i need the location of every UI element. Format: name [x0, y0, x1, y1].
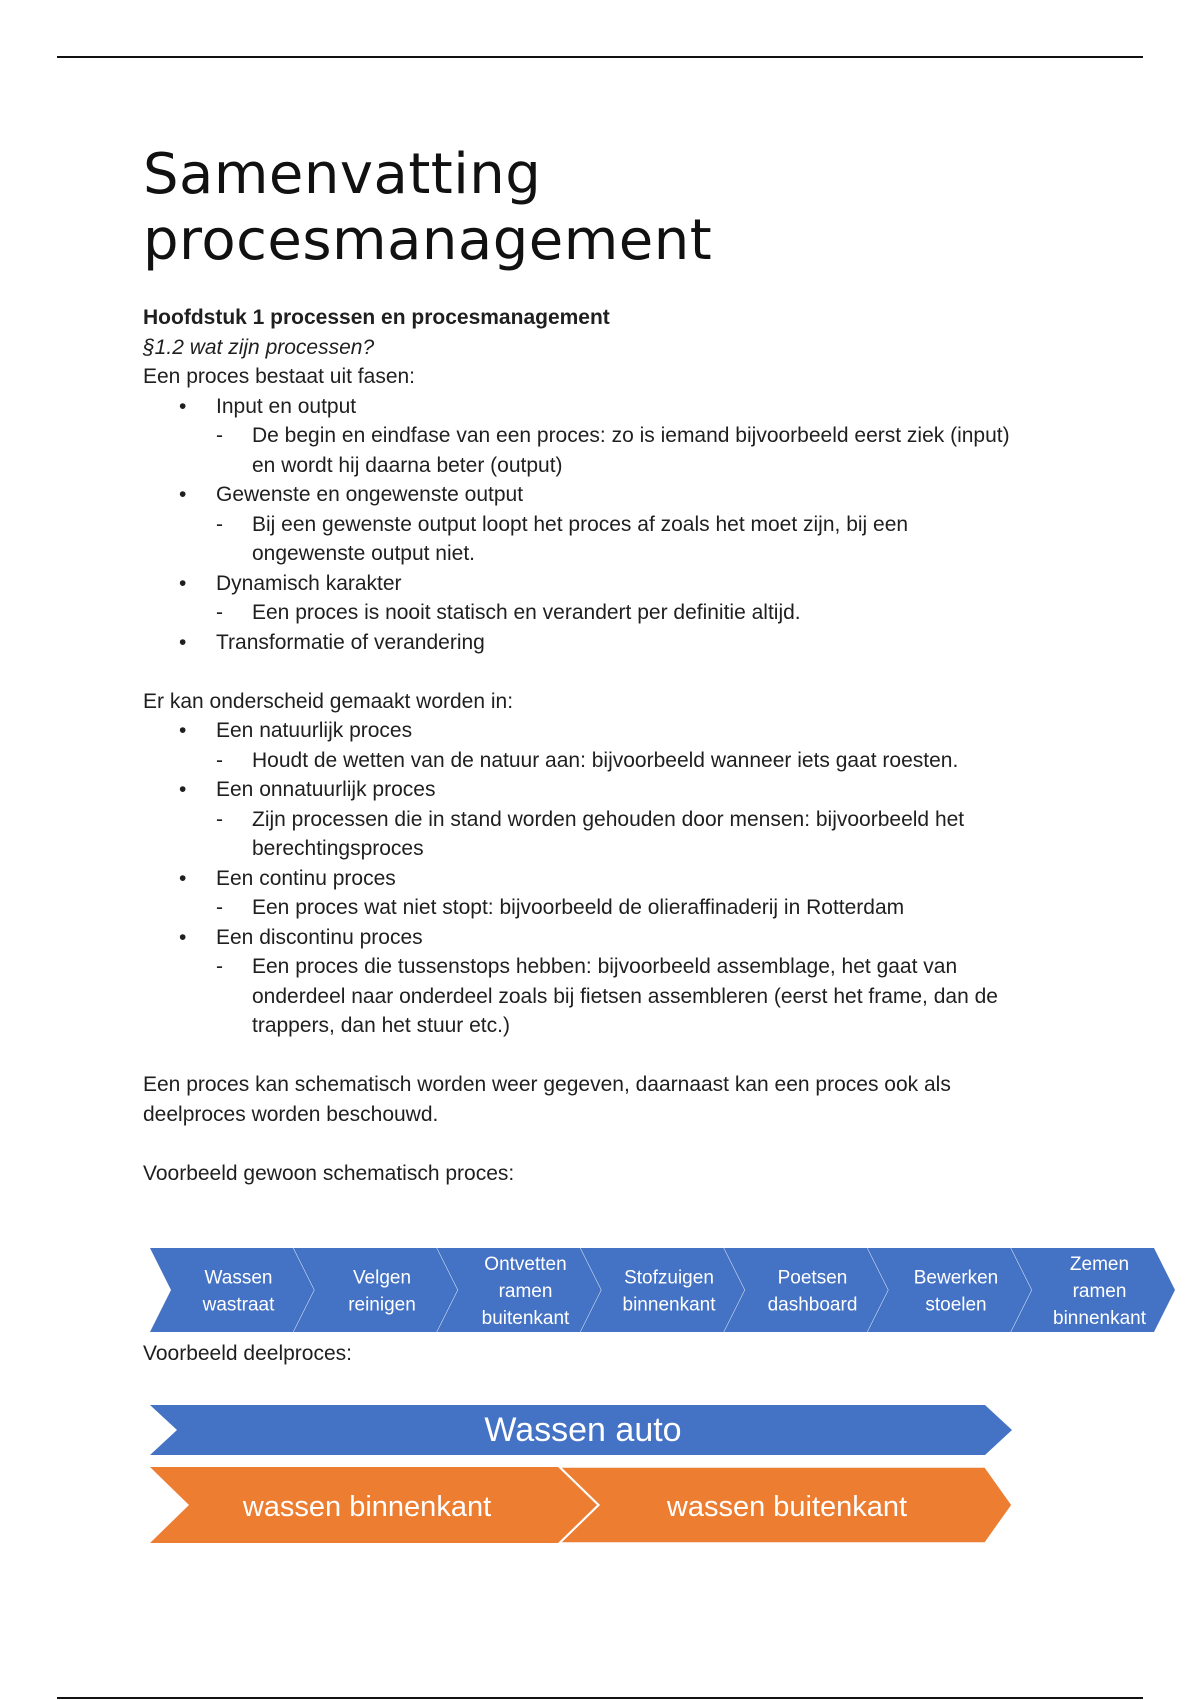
dash-marker: - — [216, 896, 223, 919]
title-line-2: procesmanagement — [143, 208, 713, 273]
sub-item-line — [143, 952, 1073, 982]
sub-item-text: trappers, dan het stuur etc.) — [252, 1014, 510, 1037]
process-step-chevron — [868, 1248, 1032, 1332]
sub-item-text: onderdeel naar onderdeel zoals bij fietsen assembleren (eerst het frame, dan de — [252, 984, 998, 1008]
bullet-dot: • — [179, 630, 187, 654]
bullet-item — [143, 716, 1073, 746]
process-step-label: Zemen — [1069, 1254, 1130, 1275]
process-step-chevron — [724, 1248, 888, 1332]
phases-list — [143, 392, 1073, 658]
bullet-item — [143, 923, 1073, 953]
bullet-dot: • — [179, 925, 187, 949]
bullet-dot: • — [179, 719, 187, 742]
sub-item-text: Bij een gewenste output loopt het proces af zoals het moet zijn, bij een — [252, 512, 909, 536]
process-step-label: wastraat — [202, 1294, 275, 1316]
dash-marker: - — [216, 512, 223, 536]
sub-item-text: De begin en eindfase van een proces: zo is iemand bijvoorbeeld eerst ziek (input) — [252, 424, 1010, 447]
subprocess-diagram — [0, 1395, 1200, 1555]
process-step-chevron — [294, 1248, 458, 1332]
intro-text: Een proces bestaat uit fasen: — [143, 365, 416, 388]
process-step-label: Wassen — [204, 1267, 273, 1289]
sub-item-line — [143, 598, 1073, 628]
sub-item-line — [143, 805, 1073, 835]
dash-marker: - — [216, 955, 223, 978]
example-label: Voorbeeld gewoon schematisch proces: — [143, 1161, 515, 1185]
process-step-label: Stofzuigen — [624, 1267, 714, 1289]
schematic-text-line-1: Een proces kan schematisch worden weer gegeven, daarnaast kan een proces ook als — [143, 1073, 951, 1096]
sub-item-line — [143, 982, 1073, 1012]
process-step-label: ramen — [498, 1281, 553, 1302]
process-step-label: dashboard — [767, 1294, 858, 1316]
process-step-chevron — [150, 1248, 314, 1332]
sub-item-line — [143, 539, 1073, 569]
types-list — [143, 716, 1073, 1041]
bullet-item — [143, 864, 1073, 894]
dash-marker: - — [216, 748, 223, 772]
bullet-dot: • — [179, 866, 187, 890]
dash-marker: - — [216, 807, 223, 831]
bullet-text: Input en output — [216, 394, 357, 418]
distinction-intro: Er kan onderscheid gemaakt worden in: — [143, 689, 514, 713]
sub-item-text: Zijn processen die in stand worden gehouden door mensen: bijvoorbeeld het — [252, 807, 965, 831]
sub-item-text: Een proces is nooit statisch en verandert per definitie altijd. — [252, 601, 801, 624]
section-heading: §1.2 wat zijn processen? — [143, 335, 375, 359]
bullet-text: Dynamisch karakter — [216, 571, 402, 595]
title-line-1: Samenvatting — [143, 142, 542, 207]
sub-item-line — [143, 834, 1073, 864]
process-step-label: binnenkant — [1053, 1308, 1146, 1329]
bullet-item — [143, 628, 1073, 658]
top-rule — [57, 56, 1143, 58]
subprocess-label: Voorbeeld deelproces: — [143, 1342, 352, 1365]
bullet-item — [143, 569, 1073, 599]
schematic-text-line-2: deelproces worden beschouwd. — [143, 1102, 439, 1126]
bullet-text: Gewenste en ongewenste output — [216, 483, 524, 506]
sub-item-text: Houdt de wetten van de natuur aan: bijvoorbeeld wanneer iets gaat roesten. — [252, 748, 959, 772]
process-step-label: binnenkant — [622, 1294, 716, 1316]
sub-item-line — [143, 1011, 1073, 1041]
process-step-chevron — [581, 1248, 745, 1332]
sub-item-text: ongewenste output niet. — [252, 542, 476, 565]
process-step-label: reinigen — [348, 1294, 416, 1316]
bullet-item — [143, 480, 1073, 510]
sub-item-text: Een proces wat niet stopt: bijvoorbeeld de olieraffinaderij in Rotterdam — [252, 896, 905, 919]
document-title — [143, 142, 712, 274]
process-step-label: Ontvetten — [484, 1254, 567, 1275]
sub-item-line — [143, 893, 1073, 923]
sub-item-text: berechtingsproces — [252, 837, 424, 860]
process-step-label: stoelen — [925, 1294, 987, 1316]
bullet-dot: • — [179, 571, 187, 595]
sub-item-text: Een proces die tussenstops hebben: bijvoorbeeld assemblage, het gaat van — [252, 955, 958, 978]
process-step-label: Bewerken — [913, 1267, 999, 1289]
bullet-text: Transformatie of verandering — [216, 630, 485, 654]
child-process-label-1: wassen binnenkant — [242, 1491, 492, 1523]
chapter-heading: Hoofdstuk 1 processen en procesmanagement — [143, 306, 610, 329]
sub-item-line — [143, 421, 1073, 451]
bottom-rule — [57, 1697, 1143, 1699]
bullet-text: Een natuurlijk proces — [216, 719, 413, 742]
sub-item-text: en wordt hij daarna beter (output) — [252, 453, 563, 477]
sub-item-line — [143, 746, 1073, 776]
process-step-label: Poetsen — [777, 1267, 848, 1289]
process-step-label: buitenkant — [481, 1308, 570, 1329]
bullet-dot: • — [179, 394, 187, 418]
sub-item-line — [143, 451, 1073, 481]
bullet-text: Een discontinu proces — [216, 925, 423, 949]
bullet-dot: • — [179, 483, 187, 506]
document-body — [143, 303, 1073, 1188]
dash-marker: - — [216, 424, 223, 447]
process-chevron-diagram — [0, 1240, 1200, 1340]
bullet-text: Een onnatuurlijk proces — [216, 778, 436, 801]
bullet-dot: • — [179, 778, 187, 801]
parent-process-label: Wassen auto — [484, 1411, 682, 1449]
bullet-item — [143, 775, 1073, 805]
sub-item-line — [143, 510, 1073, 540]
dash-marker: - — [216, 601, 223, 624]
process-step-label: ramen — [1072, 1281, 1127, 1302]
process-step-label: Velgen — [352, 1267, 412, 1289]
bullet-text: Een continu proces — [216, 866, 396, 890]
child-process-label-2: wassen buitenkant — [666, 1491, 908, 1523]
bullet-item — [143, 392, 1073, 422]
